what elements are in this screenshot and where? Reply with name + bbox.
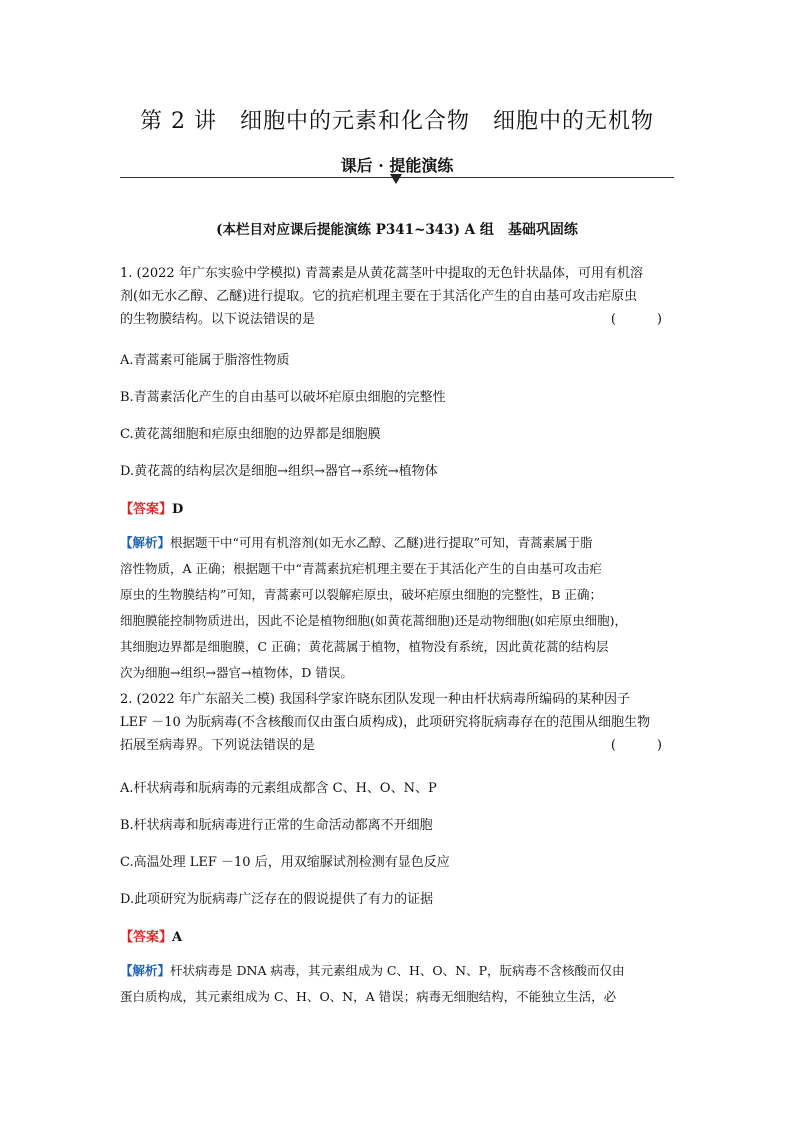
- explanation-line-2: 蛋白质构成，其元素组成为 C、H、O、N，A 错误；病毒无细胞结构，不能独立生活，必: [120, 989, 617, 1004]
- option-b: B.杆状病毒和朊病毒进行正常的生命活动都离不开细胞: [120, 818, 433, 833]
- explanation-line-6: 次为细胞→组织→器官→植物体，D 错误。: [120, 665, 353, 680]
- question-1-answer: [120, 498, 183, 517]
- answer-value: D: [172, 502, 184, 517]
- question-2-line-3-text: 拓展至病毒界。下列说法错误的是: [120, 738, 316, 753]
- option-b: B.青蒿素活化产生的自由基可以破坏疟原虫细胞的完整性: [120, 390, 446, 405]
- question-2-explanation: [120, 958, 676, 1010]
- question-1-line-2: 剂(如无水乙醇、乙醚)进行提取。它的抗疟机理主要在于其活化产生的自由基可攻击疟原虫: [120, 289, 638, 304]
- question-2-answer: [120, 926, 182, 945]
- question-1-line-3-text: 的生物膜结构。以下说法错误的是: [120, 312, 316, 327]
- question-2-line-1: 2. (2022 年广东韶关二模) 我国科学家许晓东团队发现一种由杆状病毒所编码的某种因子: [120, 692, 631, 707]
- question-1-explanation: [120, 530, 676, 686]
- answer-blank: ( ): [610, 738, 676, 753]
- answer-label: 【答案】: [120, 502, 173, 517]
- question-2-line-2: LEF －10 为朊病毒(不含核酸而仅由蛋白质构成)，此项研究将朊病毒存在的范围从细胞生物: [120, 715, 651, 730]
- question-1-line-3: [120, 308, 676, 331]
- question-2-stem: [120, 688, 676, 757]
- triangle-marker-icon: [390, 174, 402, 184]
- group-label: 组 基础巩固练: [479, 222, 578, 238]
- explanation-line-1: 根据题干中“可用有机溶剂(如无水乙醇、乙醚)进行提取”可知，青蒿素属于脂: [170, 535, 593, 550]
- explanation-label: 【解析】: [120, 963, 171, 978]
- source-text: (本栏目对应课后提能演练 P341~343) A: [216, 222, 476, 238]
- answer-value: A: [172, 930, 183, 945]
- question-1-stem: [120, 262, 676, 331]
- option-c: C.高温处理 LEF －10 后，用双缩脲试剂检测有显色反应: [120, 855, 450, 870]
- explanation-line-2: 溶性物质，A 正确；根据题干中“青蒿素抗疟机理主要在于其活化产生的自由基可攻击疟: [120, 561, 602, 576]
- lecture-title: 第 2 讲 细胞中的元素和化合物 细胞中的无机物: [140, 109, 654, 134]
- answer-blank: ( ): [610, 312, 676, 327]
- source-line: [0, 218, 794, 239]
- option-c: C.黄花蒿细胞和疟原虫细胞的边界都是细胞膜: [120, 427, 381, 442]
- option-d: D.黄花蒿的结构层次是细胞→组织→器官→系统→植物体: [120, 464, 438, 479]
- answer-label: 【答案】: [120, 930, 173, 945]
- explanation-line-1: 杆状病毒是 DNA 病毒，其元素组成为 C、H、O、N、P，朊病毒不含核酸而仅由: [170, 963, 625, 978]
- option-a: A.青蒿素可能属于脂溶性物质: [120, 353, 290, 368]
- question-1-line-1: 1. (2022 年广东实验中学模拟) 青蒿素是从黄花蒿茎叶中提取的无色针状晶体，可用有机溶: [120, 266, 644, 281]
- explanation-line-4: 细胞膜能控制物质进出，因此不论是植物细胞(如黄花蒿细胞)还是动物细胞(如疟原虫细胞)，: [120, 613, 628, 628]
- section-subtitle: 课后 · 提能演练: [340, 156, 454, 175]
- explanation-line-5: 其细胞边界都是细胞膜，C 正确；黄花蒿属于植物，植物没有系统，因此黄花蒿的结构层: [120, 639, 609, 654]
- option-a: A.杆状病毒和朊病毒的元素组成都含 C、H、O、N、P: [120, 781, 437, 796]
- question-2-line-3: [120, 734, 676, 757]
- explanation-label: 【解析】: [120, 535, 171, 550]
- explanation-line-3: 原虫的生物膜结构”可知，青蒿素可以裂解疟原虫，破坏疟原虫细胞的完整性，B 正确；: [120, 587, 603, 602]
- option-d: D.此项研究为朊病毒广泛存在的假说提供了有力的证据: [120, 892, 434, 907]
